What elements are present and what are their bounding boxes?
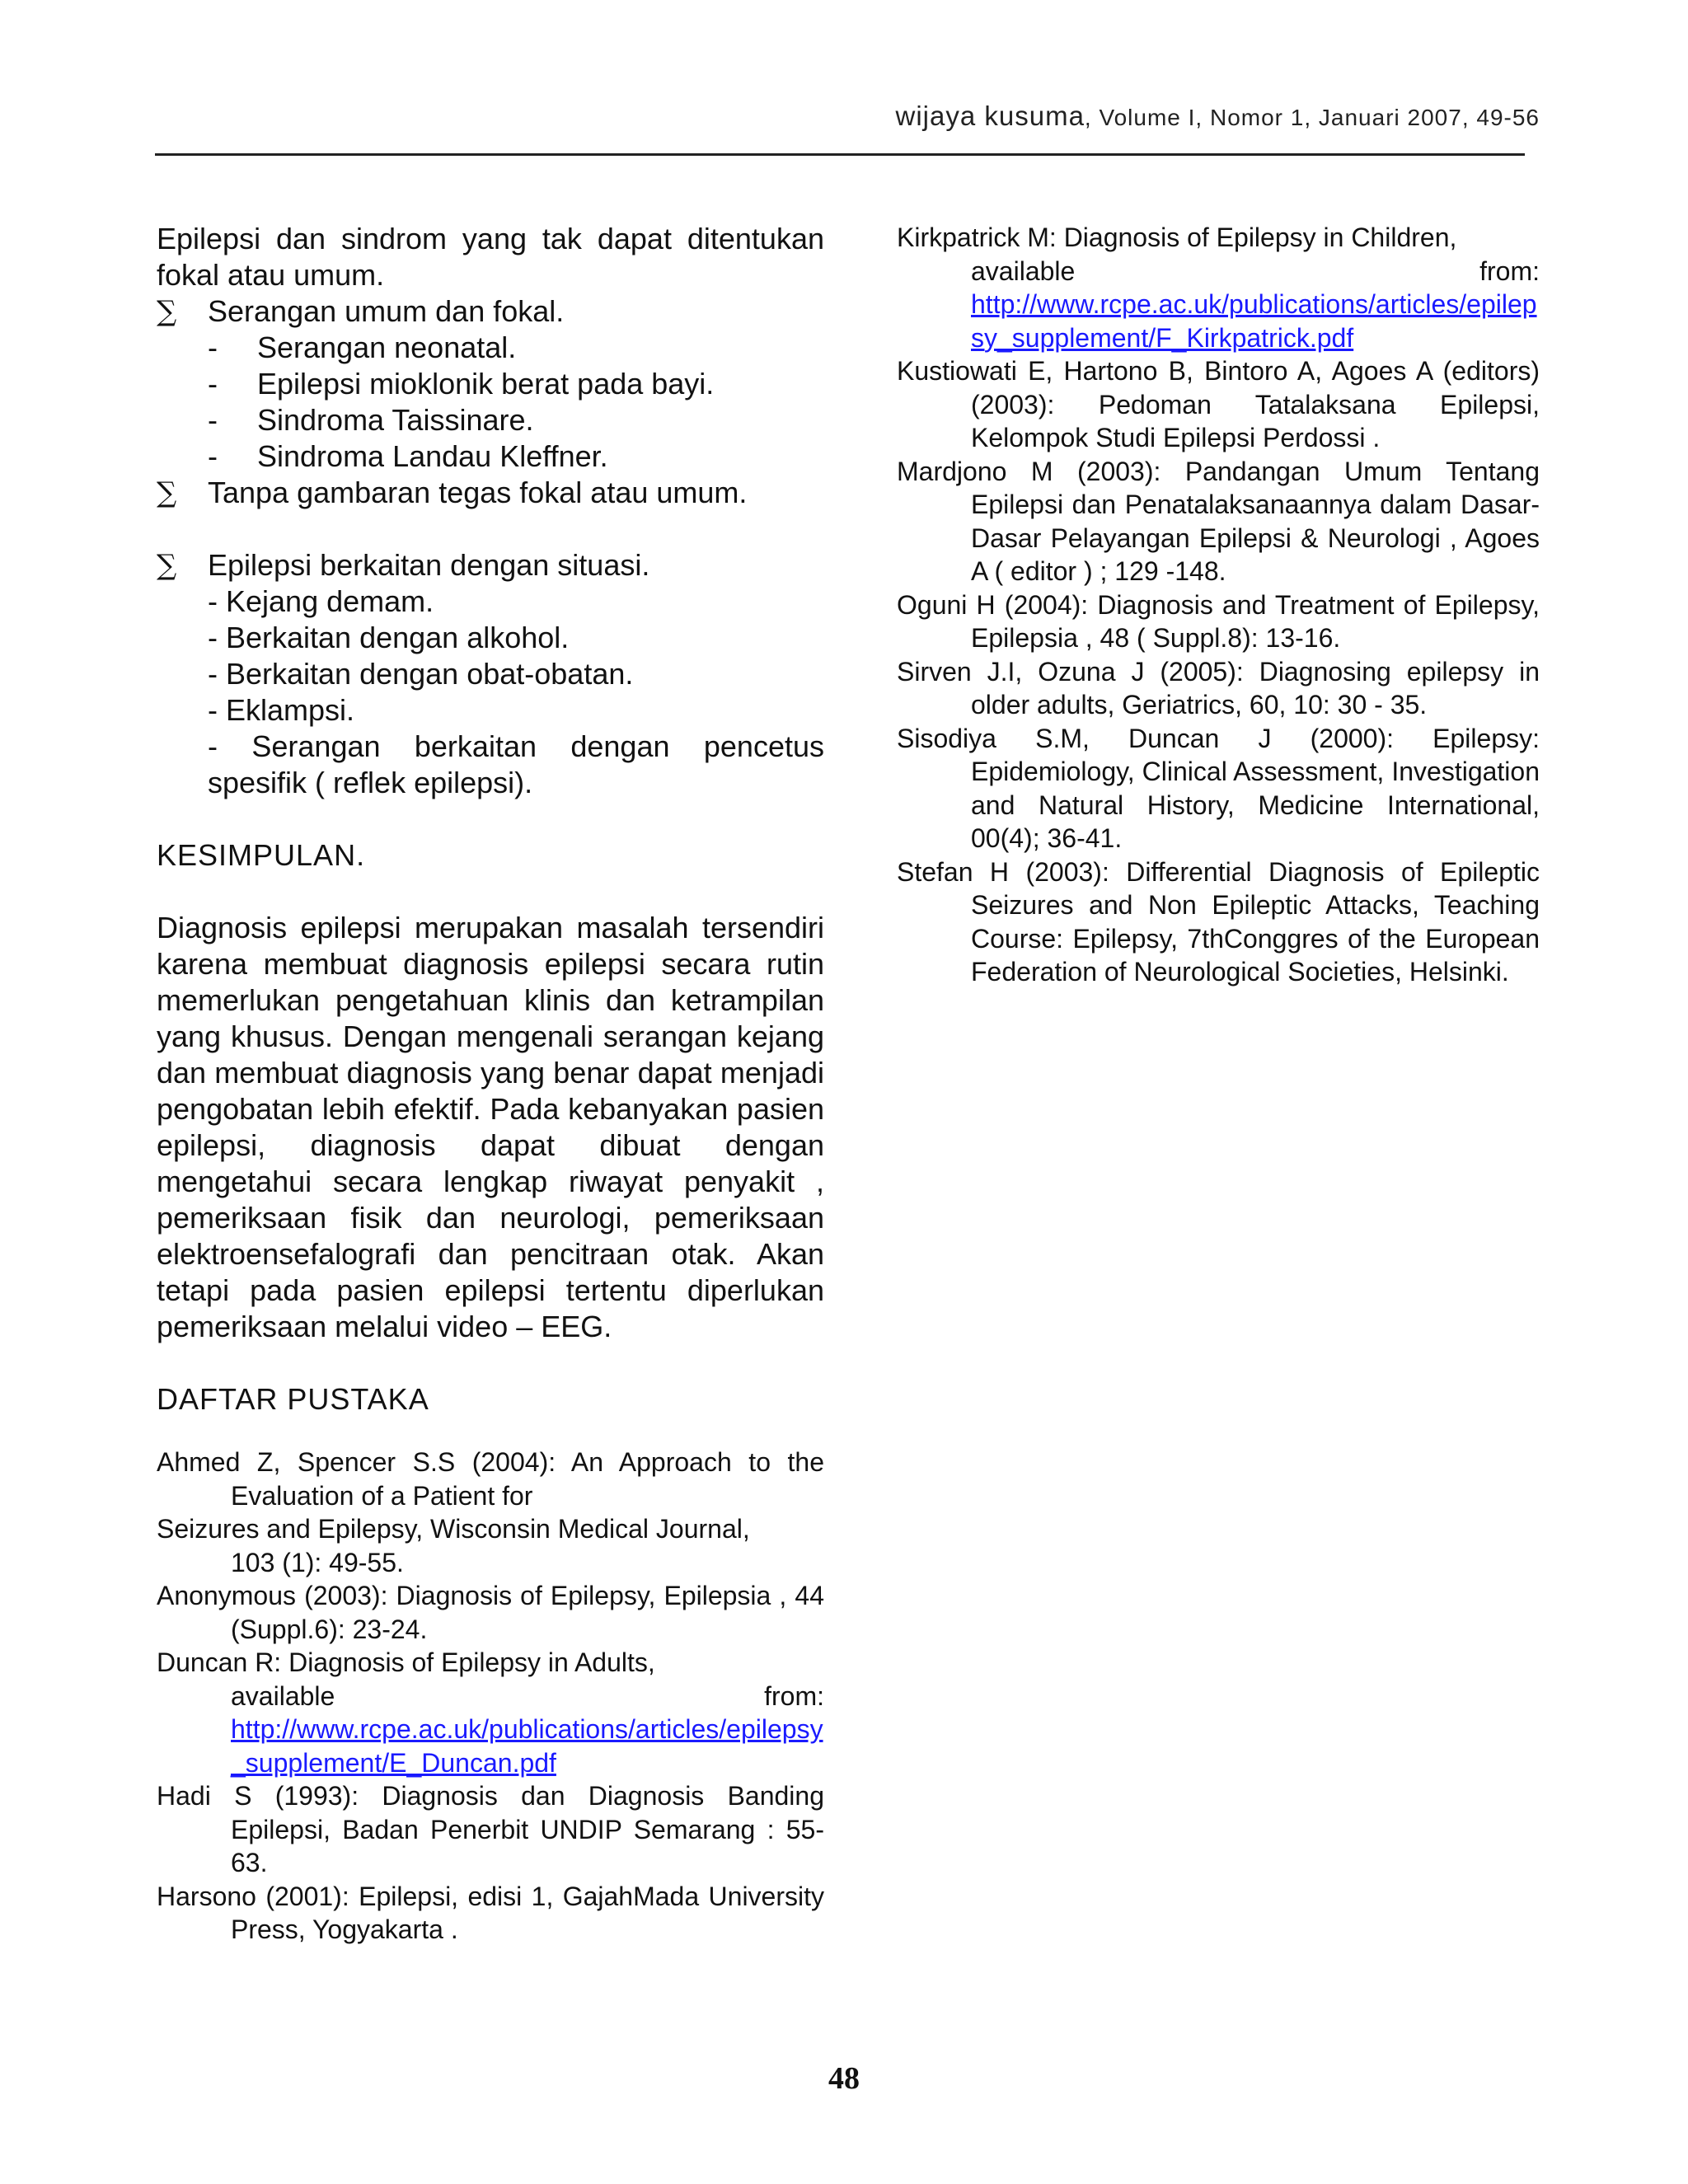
dash-item (157, 366, 824, 402)
section-heading-daftar-pustaka: DAFTAR PUSTAKA (157, 1382, 429, 1416)
sub-item: - Kejang demam. (208, 584, 434, 618)
reference-item (157, 1646, 824, 1779)
intro-paragraph: Epilepsi dan sindrom yang tak dapat ditentukan fokal atau umum. (157, 222, 824, 292)
reference-item: Kustiowati E, Hartono B, Bintoro A, Agoes A (editors) (2003): Pedoman Tatalaksana Epilepsi, Kelompok Studi Epilepsi Perdossi . (897, 356, 1540, 452)
left-column (157, 221, 824, 1947)
dash-text: Sindroma Taissinare. (257, 403, 534, 437)
page-number: 48 (828, 2061, 860, 2096)
reference-text: Duncan R: Diagnosis of Epilepsy in Adults, (157, 1647, 655, 1677)
availability-line (231, 1680, 824, 1713)
reference-item: Hadi S (1993): Diagnosis dan Diagnosis Banding Epilepsi, Badan Penerbit UNDIP Semarang : 55-63. (157, 1781, 824, 1877)
dash-item (157, 402, 824, 438)
bullet-text: Epilepsi berkaitan dengan situasi. (208, 548, 650, 582)
dash-item (157, 438, 824, 475)
reference-item: Sirven J.I, Ozuna J (2005): Diagnosing epilepsy in older adults, Geriatrics, 60, 10: 30 - 35. (897, 656, 1540, 719)
dash-icon: - (208, 367, 218, 401)
from-label: from: (1479, 255, 1540, 286)
bullet-item (157, 293, 824, 330)
reference-continuation: 103 (1): 49-55. (231, 1547, 404, 1577)
reference-item: Sisodiya S.M, Duncan J (2000): Epilepsy: Epidemiology, Clinical Assessment, Investigation and Natural History, Medicine International, 00(4); 36-41. (897, 723, 1540, 853)
section-heading-kesimpulan: KESIMPULAN. (157, 838, 366, 872)
reference-item: Oguni H (2004): Diagnosis and Treatment of Epilepsy, Epilepsia , 48 ( Suppl.8): 13-16. (897, 589, 1540, 653)
sub-item: - Eklampsi. (208, 693, 355, 727)
bullet-text: Serangan umum dan fokal. (208, 294, 565, 328)
dash-text: Sindroma Landau Kleffner. (257, 439, 608, 473)
reference-continuation: Seizures and Epilepsy, Wisconsin Medical Journal, (157, 1514, 750, 1544)
bullet-icon: ∑ (157, 295, 177, 328)
dash-text: Epilepsi mioklonik berat pada bayi. (257, 367, 715, 401)
from-label: from: (764, 1680, 824, 1711)
kesimpulan-paragraph: Diagnosis epilepsi merupakan masalah tersendiri karena membuat diagnosis epilepsi secara rutin memerlukan pengetahuan klinis dan ketrampilan yang khusus. Dengan mengenali serangan kejang dan membuat diagnosis yang benar dapat menjadi pengobatan lebih efektif. Pada kebanyakan pasien epilepsi, diagnosis dapat dibuat dengan mengetahui secara lengkap riwayat penyakit , pemeriksaan fisik dan neurologi, pemeriksaan elektroensefalografi dan pencitraan otak. Akan tetapi pada pasien epilepsi tertentu diperlukan pemeriksaan melalui video – EEG. (157, 911, 824, 1343)
reference-text: Kirkpatrick M: Diagnosis of Epilepsy in Children, (897, 223, 1457, 252)
available-label: available (231, 1680, 335, 1711)
dash-text: Serangan neonatal. (257, 330, 517, 364)
dash-icon: - (208, 403, 218, 437)
availability-line (971, 255, 1540, 288)
bullet-icon: ∑ (157, 549, 177, 582)
sub-item: - Serangan berkaitan dengan pencetus spesifik ( reflek epilepsi). (208, 729, 824, 799)
dash-icon: - (208, 439, 218, 473)
reference-item (897, 221, 1540, 354)
running-header (896, 101, 1540, 132)
journal-name: wijaya kusuma (895, 101, 1085, 131)
dash-icon: - (208, 330, 218, 364)
sub-item: - Berkaitan dengan alkohol. (208, 621, 570, 654)
reference-item: Anonymous (2003): Diagnosis of Epilepsy, Epilepsia , 44 (Suppl.6): 23-24. (157, 1581, 824, 1644)
bullet-item (157, 547, 824, 583)
journal-issue: , Volume I, Nomor 1, Januari 2007, 49-56 (1084, 105, 1540, 130)
sub-item: - Berkaitan dengan obat-obatan. (208, 657, 634, 691)
header-rule (155, 153, 1525, 156)
bullet-icon: ∑ (157, 476, 177, 509)
reference-link[interactable]: http://www.rcpe.ac.uk/publications/articles/epilepsy_supplement/F_Kirkpatrick.pdf (971, 289, 1537, 353)
reference-item: Mardjono M (2003): Pandangan Umum Tentang Epilepsi dan Penatalaksanaannya dalam Dasar-Dasar Pelayangan Epilepsi & Neurologi , Agoes A ( editor ) ; 129 -148. (897, 456, 1540, 586)
reference-item: Harsono (2001): Epilepsi, edisi 1, GajahMada University Press, Yogyakarta . (157, 1881, 824, 1944)
reference-item: Ahmed Z, Spencer S.S (2004): An Approach to the Evaluation of a Patient for (157, 1447, 824, 1511)
bullet-item (157, 475, 824, 511)
available-label: available (971, 255, 1076, 286)
right-column (897, 221, 1540, 989)
reference-item: Stefan H (2003): Differential Diagnosis of Epileptic Seizures and Non Epileptic Attacks, Teaching Course: Epilepsy, 7thConggres of the European Federation of Neurological Societies, Helsinki. (897, 856, 1540, 987)
bullet-text: Tanpa gambaran tegas fokal atau umum. (208, 476, 748, 509)
reference-link[interactable]: http://www.rcpe.ac.uk/publications/articles/epilepsy_supplement/E_Duncan.pdf (231, 1714, 823, 1778)
dash-item (157, 330, 824, 366)
